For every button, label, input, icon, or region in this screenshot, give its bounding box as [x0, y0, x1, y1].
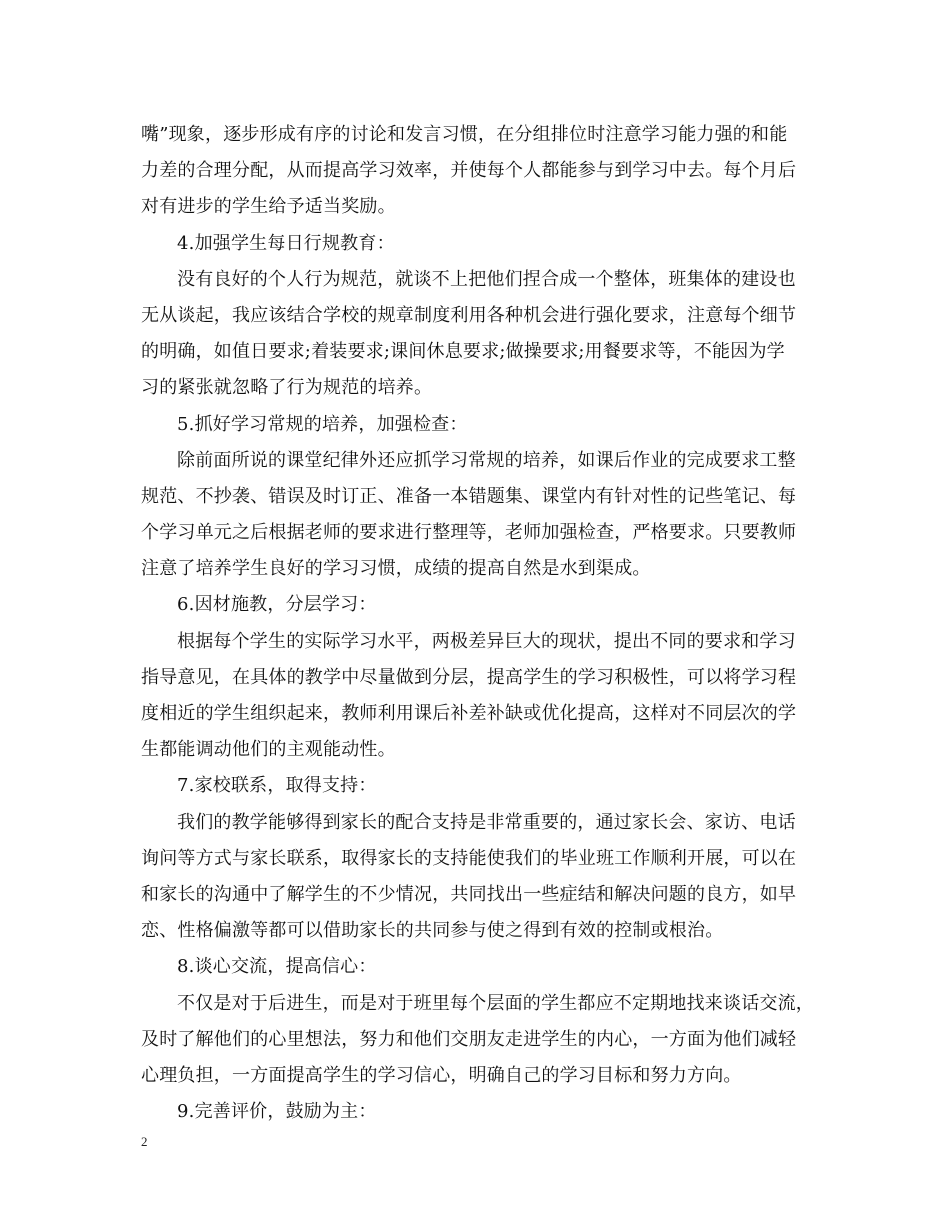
paragraph-line: 力差的合理分配，从而提高学习效率，并使每个人都能参与到学习中去。每个月后	[141, 160, 797, 182]
paragraph-line: 对有进步的学生给予适当奖励。	[141, 196, 396, 218]
page-number: 2	[141, 1134, 148, 1149]
paragraph-line: 注意了培养学生良好的学习习惯，成绩的提高自然是水到渠成。	[141, 558, 651, 580]
paragraph-line: 询问等方式与家长联系，取得家长的支持能使我们的毕业班工作顺利开展，可以在	[141, 847, 797, 869]
paragraph-line: 根据每个学生的实际学习水平，两极差异巨大的现状，提出不同的要求和学习	[177, 630, 796, 652]
section-heading-9: 9.完善评价，鼓励为主：	[177, 1101, 377, 1123]
paragraph-line: 嘴”现象，逐步形成有序的讨论和发言习惯，在分组排位时注意学习能力强的和能	[141, 124, 788, 145]
paragraph-line: 和家长的沟通中了解学生的不少情况，共同找出一些症结和解决问题的良方，如早	[141, 883, 797, 905]
paragraph-line: 指导意见，在具体的教学中尽量做到分层，提高学生的学习积极性，可以将学习程	[141, 666, 797, 688]
paragraph-line: 我们的教学能够得到家长的配合支持是非常重要的，通过家长会、家访、电话	[177, 811, 796, 833]
paragraph-line: 生都能调动他们的主观能动性。	[141, 739, 396, 761]
paragraph-line: 的明确，如值日要求;着装要求;课间休息要求;做操要求;用餐要求等，不能因为学	[141, 341, 785, 363]
paragraph-line: 无从谈起，我应该结合学校的规章制度利用各种机会进行强化要求，注意每个细节	[141, 304, 797, 326]
paragraph-line: 没有良好的个人行为规范，就谈不上把他们捏合成一个整体，班集体的建设也	[177, 268, 796, 290]
paragraph-line: 及时了解他们的心里想法，努力和他们交朋友走进学生的内心，一方面为他们减轻	[141, 1028, 797, 1050]
paragraph-line: 恋、性格偏激等都可以借助家长的共同参与使之得到有效的控制或根治。	[141, 920, 724, 942]
section-heading-6: 6.因材施教，分层学习：	[177, 594, 377, 616]
paragraph-line: 习的紧张就忽略了行为规范的培养。	[141, 377, 433, 399]
section-heading-7: 7.家校联系，取得支持：	[177, 775, 377, 797]
paragraph-line: 规范、不抄袭、错误及时订正、准备一本错题集、课堂内有针对性的记些笔记、每	[141, 485, 797, 507]
section-heading-8: 8.谈心交流，提高信心：	[177, 956, 377, 978]
document-body	[141, 117, 813, 1130]
section-heading-5: 5.抓好学习常规的培养，加强检查：	[177, 413, 468, 435]
paragraph-line: 不仅是对于后进生，而是对于班里每个层面的学生都应不定期地找来谈话交流，	[177, 992, 814, 1014]
paragraph-line: 个学习单元之后根据老师的要求进行整理等，老师加强检查，严格要求。只要教师	[141, 522, 797, 544]
section-heading-4: 4.加强学生每日行规教育：	[177, 232, 395, 254]
paragraph-line: 度相近的学生组织起来，教师利用课后补差补缺或优化提高，这样对不同层次的学	[141, 703, 797, 724]
paragraph-line: 心理负担，一方面提高学生的学习信心，明确自己的学习目标和努力方向。	[141, 1064, 742, 1086]
paragraph-line: 除前面所说的课堂纪律外还应抓学习常规的培养，如课后作业的完成要求工整	[177, 449, 796, 471]
